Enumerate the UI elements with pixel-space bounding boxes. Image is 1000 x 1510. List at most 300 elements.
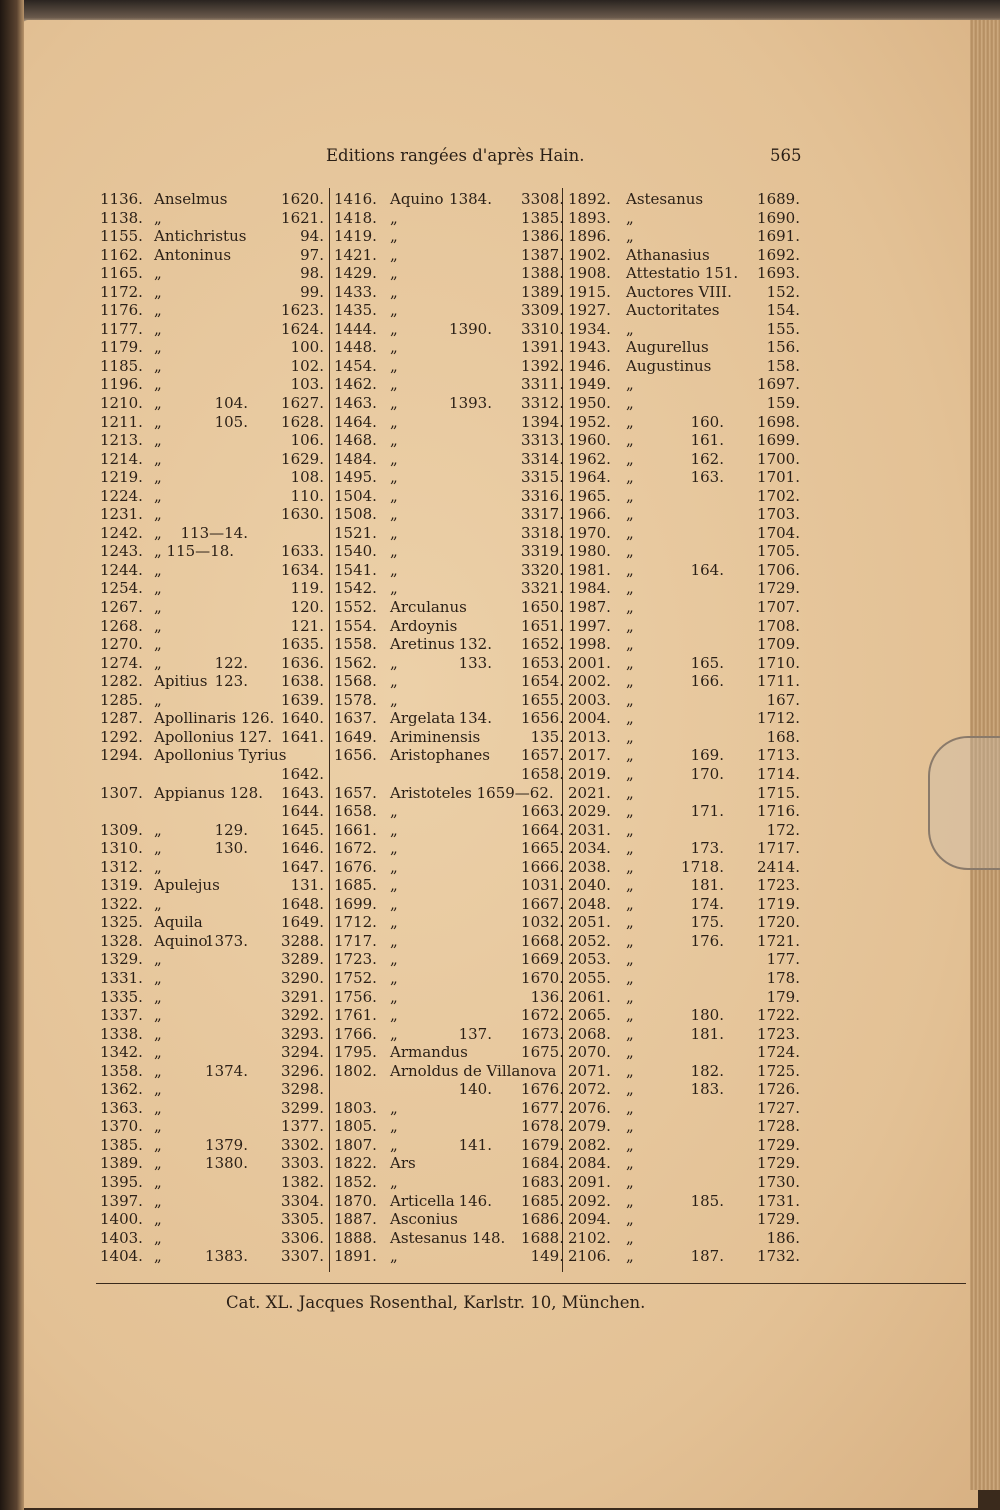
index-entry [568,784,800,803]
entry-ref-final: 1656. [521,709,564,728]
entry-name: „ [390,208,398,227]
index-entry [568,821,800,840]
page-title: Editions rangées d'après Hain. [326,146,585,165]
entry-number: 1254. [100,579,143,598]
entry-ref-final: 1703. [757,505,800,524]
entry-ref-final: 1685. [521,1191,564,1210]
entry-name: „ [390,375,398,394]
entry-name: „ [390,968,398,987]
entry-name: „ [390,820,398,839]
entry-number: 1484. [334,449,377,468]
index-entry [334,394,568,413]
entry-number: 1521. [334,523,377,542]
entry-name: „ [626,1228,634,1247]
entry-name: „ [154,375,162,394]
entry-number: 1960. [568,431,611,450]
entry-name: Aretinus [390,635,455,654]
entry-name: „ [626,505,634,524]
entry-number: 2106. [568,1247,611,1266]
index-entry [334,209,568,228]
entry-ref-final: 1729. [757,579,800,598]
entry-ref-final: 1657. [521,746,564,765]
index-entry [568,561,800,580]
entry-ref: 162. [690,449,724,468]
entry-ref: 130. [214,839,248,858]
entry-number: 1964. [568,468,611,487]
index-entry [334,821,568,840]
entry-number: 2072. [568,1080,611,1099]
entry-number: 1454. [334,356,377,375]
index-entry [334,413,568,432]
entry-name: „ [390,839,398,858]
entry-name: „ [626,560,634,579]
entry-name: „ [390,913,398,932]
index-entry [100,839,324,858]
entry-ref-final: 177. [766,950,800,969]
entry-ref-final: 1668. [521,931,564,950]
index-entry [100,1080,324,1099]
entry-name: „ [154,1191,162,1210]
entry-name: „ [626,764,634,783]
index-entry [334,1062,568,1081]
index-entry [334,746,568,765]
entry-number: 1892. [568,190,611,208]
index-entry [568,375,800,394]
index-entry [100,932,324,951]
entry-name: „ [390,356,398,375]
entry-name: Arnoldus de Villanova [390,1061,557,1080]
entry-number: 1242. [100,523,143,542]
index-entry [100,988,324,1007]
entry-number: 1893. [568,208,611,227]
entry-number: 1943. [568,338,611,357]
entry-ref-final: 159. [766,394,800,413]
index-entry [100,1025,324,1044]
entry-number: 1363. [100,1098,143,1117]
index-entry [568,431,800,450]
index-entry [100,821,324,840]
index-entry [334,617,568,636]
entry-ref-final: 1643. [281,783,324,802]
index-entry [100,895,324,914]
index-entry [568,746,800,765]
entry-ref-final: 100. [290,338,324,357]
index-entry [334,1192,568,1211]
index-entry [568,1154,800,1173]
entry-ref-final: 1702. [757,486,800,505]
index-entry [100,1136,324,1155]
entry-name: „ [626,746,634,765]
entry-ref-final: 1684. [521,1154,564,1173]
entry-number: 2070. [568,1043,611,1062]
entry-ref-final: 3304. [281,1191,324,1210]
index-entry [334,1229,568,1248]
entry-ref-final: 1635. [281,635,324,654]
entry-ref-final: 1639. [281,690,324,709]
scan-top-band [0,0,1000,22]
entry-number: 1934. [568,319,611,338]
index-entry [334,1025,568,1044]
entry-ref: 164. [690,560,724,579]
entry-number: 1385. [100,1135,143,1154]
entry-ref-final: 1723. [757,1024,800,1043]
entry-name: „ [626,727,634,746]
entry-ref-final: 1638. [281,672,324,691]
index-entry [568,765,800,784]
entry-number: 1558. [334,635,377,654]
entry-name: „ [626,894,634,913]
entry-ref: 183. [690,1080,724,1099]
entry-name: „ [626,468,634,487]
index-entry [100,542,324,561]
entry-number: 1172. [100,282,143,301]
index-entry [568,1229,800,1248]
entry-number: 1136. [100,190,143,208]
entry-number: 1292. [100,727,143,746]
entry-number: 2082. [568,1135,611,1154]
entry-number: 1984. [568,579,611,598]
entry-name: „ [154,616,162,635]
entry-ref: 182. [690,1061,724,1080]
entry-name: „ [626,968,634,987]
entry-ref: 170. [690,764,724,783]
index-entry [100,617,324,636]
entry-ref-final: 135. [530,727,564,746]
entry-ref-final: 1663. [521,802,564,821]
entry-number: 1429. [334,264,377,283]
entry-ref-final: 106. [290,431,324,450]
entry-ref-final: 1652. [521,635,564,654]
index-entry [100,1099,324,1118]
index-entry [100,672,324,691]
index-entry [100,413,324,432]
index-entry [568,1210,800,1229]
entry-number: 1185. [100,356,143,375]
entry-name: „ [154,523,162,542]
entry-name: „ [626,857,634,876]
entry-number: 1338. [100,1024,143,1043]
index-entry [568,1136,800,1155]
entry-number: 2052. [568,931,611,950]
entry-name: „ [154,1210,162,1229]
entry-ref-final: 1645. [281,820,324,839]
entry-ref-final: 3310. [521,319,564,338]
entry-number: 1717. [334,931,377,950]
entry-ref-final: 168. [766,727,800,746]
entry-ref-final: 1675. [521,1043,564,1062]
entry-name: „ 115—18. [154,542,235,561]
entry-ref-final: 1032. [521,913,564,932]
entry-number: 1540. [334,542,377,561]
index-entry [334,672,568,691]
entry-ref: 146. [458,1191,492,1210]
entry-number: 1329. [100,950,143,969]
entry-ref: 1383. [205,1247,248,1266]
entry-name: „ [626,449,634,468]
entry-number: 1672. [334,839,377,858]
entry-name: „ [154,820,162,839]
entry-number: 1463. [334,394,377,413]
entry-name: „ [626,1210,634,1229]
entry-name: „ [154,282,162,301]
index-entry [100,375,324,394]
entry-ref-final: 1387. [521,245,564,264]
entry-name: „ [154,412,162,431]
entry-ref-final: 1683. [521,1172,564,1191]
entry-name: „ [390,468,398,487]
entry-ref-final: 3321. [521,579,564,598]
entry-number: 1852. [334,1172,377,1191]
entry-number: 1421. [334,245,377,264]
entry-ref-final: 1651. [521,616,564,635]
entry-name: Astesanus [626,190,704,208]
index-column-3 [568,190,800,1266]
entry-number: 1287. [100,709,143,728]
entry-ref-final: 1720. [757,913,800,932]
entry-name: „ [626,913,634,932]
index-entry [334,784,568,803]
index-entry [568,246,800,265]
entry-name: „ [390,264,398,283]
entry-number: 1542. [334,579,377,598]
index-entry [334,561,568,580]
entry-number: 1552. [334,598,377,617]
entry-name: „ [154,338,162,357]
entry-number: 1231. [100,505,143,524]
entry-number: 1403. [100,1228,143,1247]
entry-number: 1462. [334,375,377,394]
entry-number: 1541. [334,560,377,579]
entry-name: Ardoynis [390,616,458,635]
entry-ref-final: 3289. [281,950,324,969]
entry-name: „ [390,301,398,320]
entry-ref-final: 3319. [521,542,564,561]
entry-ref-final: 1724. [757,1043,800,1062]
entry-ref: 137. [458,1024,492,1043]
entry-name: „ [390,505,398,524]
entry-ref: 173. [690,839,724,858]
entry-ref-final: 1723. [757,876,800,895]
entry-ref-final: 1633. [281,542,324,561]
entry-ref: 1390. [449,319,492,338]
entry-name: Appianus 128. [154,783,263,802]
entry-ref-final: 3294. [281,1043,324,1062]
entry-number: 1649. [334,727,377,746]
entry-name: „ [390,876,398,895]
entry-number: 1998. [568,635,611,654]
entry-name: „ [154,1043,162,1062]
entry-number: 1908. [568,264,611,283]
entry-number: 1270. [100,635,143,654]
entry-ref-final: 1708. [757,616,800,635]
index-entry [100,450,324,469]
book-spine [0,0,24,1510]
entry-ref-final: 136. [530,987,564,1006]
entry-name: Aristophanes [390,746,490,765]
entry-name: Augustinus [626,356,712,375]
entry-ref-final: 1377. [281,1117,324,1136]
entry-number: 2065. [568,1006,611,1025]
index-entry [334,450,568,469]
entry-number: 1562. [334,653,377,672]
index-entry [568,728,800,747]
entry-ref-final: 1729. [757,1154,800,1173]
entry-name: „ [390,1172,398,1191]
entry-number: 1970. [568,523,611,542]
entry-number: 1987. [568,598,611,617]
index-entry [334,1210,568,1229]
index-entry [100,264,324,283]
entry-ref-final: 172. [766,820,800,839]
entry-ref-final: 1630. [281,505,324,524]
entry-ref-final: 1624. [281,319,324,338]
entry-name: „ [154,1154,162,1173]
entry-name: „ [626,690,634,709]
entry-number: 1244. [100,560,143,579]
entry-ref-final: 1394. [521,412,564,431]
index-entry [334,598,568,617]
index-entry [100,913,324,932]
entry-number: 1310. [100,839,143,858]
index-entry [568,876,800,895]
entry-name: „ [390,245,398,264]
entry-ref-final: 1629. [281,449,324,468]
entry-name: „ [154,301,162,320]
entry-name: „ [390,431,398,450]
entry-ref-final: 1714. [757,764,800,783]
entry-number: 2051. [568,913,611,932]
entry-ref-final: 1732. [757,1247,800,1266]
entry-ref-final: 1664. [521,820,564,839]
entry-name: „ [626,1247,634,1266]
index-entry [568,988,800,1007]
index-entry [334,468,568,487]
entry-name: „ [626,635,634,654]
entry-number: 1712. [334,913,377,932]
index-entry [334,1117,568,1136]
entry-name: Asconius [390,1210,458,1229]
entry-ref-final: 102. [290,356,324,375]
entry-number: 1915. [568,282,611,301]
entry-name: „ [626,1098,634,1117]
entry-ref-final: 3303. [281,1154,324,1173]
entry-name: „ [390,338,398,357]
entry-name: „ [390,931,398,950]
entry-ref-final: 3306. [281,1228,324,1247]
index-entry [568,338,800,357]
index-entry [100,487,324,506]
entry-name: Ars [390,1154,416,1173]
index-entry [568,1192,800,1211]
index-entry [568,617,800,636]
entry-ref-final: 1653. [521,653,564,672]
entry-ref-final: 1627. [281,394,324,413]
entry-ref: 1393. [449,394,492,413]
page-header [0,146,1000,170]
entry-number: 1508. [334,505,377,524]
index-entry [334,765,568,784]
entry-ref-final: 119. [290,579,324,598]
entry-name: Aquino [154,931,208,950]
entry-number: 1331. [100,968,143,987]
entry-ref-final: 1644. [281,802,324,821]
entry-ref-final: 1647. [281,857,324,876]
index-entry [568,672,800,691]
index-entry [334,969,568,988]
entry-name: „ [390,1117,398,1136]
entry-name: „ [154,1172,162,1191]
entry-ref-final: 1388. [521,264,564,283]
index-entry [334,542,568,561]
entry-ref-final: 3288. [281,931,324,950]
entry-number: 1362. [100,1080,143,1099]
entry-name: „ [626,319,634,338]
entry-ref-final: 1690. [757,208,800,227]
entry-name: „ [390,412,398,431]
entry-number: 1637. [334,709,377,728]
index-entry [334,301,568,320]
entry-name: „ [626,1191,634,1210]
entry-name: „ [154,690,162,709]
index-entry [100,635,324,654]
entry-ref-final: 3318. [521,523,564,542]
entry-ref-final: 1709. [757,635,800,654]
entry-ref-final: 1705. [757,542,800,561]
index-entry [100,561,324,580]
index-entry [100,691,324,710]
entry-number: 1950. [568,394,611,413]
entry-number: 1319. [100,876,143,895]
index-tab [928,736,1000,870]
index-entry [334,487,568,506]
index-entry [568,413,800,432]
entry-ref-final: 1716. [757,802,800,821]
index-entry [568,858,800,877]
entry-ref-final: 1715. [757,783,800,802]
entry-number: 1468. [334,431,377,450]
entry-name: „ [390,987,398,1006]
entry-ref-final: 1727. [757,1098,800,1117]
entry-name: „ [626,579,634,598]
entry-number: 2040. [568,876,611,895]
entry-number: 2004. [568,709,611,728]
entry-name: „ [154,1080,162,1099]
entry-ref-final: 1391. [521,338,564,357]
index-entry [568,895,800,914]
entry-ref: 174. [690,894,724,913]
index-entry [568,542,800,561]
entry-number: 1418. [334,208,377,227]
entry-number: 1210. [100,394,143,413]
entry-number: 1274. [100,653,143,672]
entry-name: „ [626,1043,634,1062]
column-rule [329,188,330,1272]
entry-ref-final: 1636. [281,653,324,672]
entry-number: 2094. [568,1210,611,1229]
entry-ref-final: 1719. [757,894,800,913]
entry-number: 1419. [334,227,377,246]
entry-ref-final: 1641. [281,727,324,746]
entry-ref-final: 3291. [281,987,324,1006]
entry-ref-final: 1717. [757,839,800,858]
entry-name: „ [626,653,634,672]
entry-number: 1962. [568,449,611,468]
entry-ref-final: 3320. [521,560,564,579]
entry-number: 1464. [334,412,377,431]
entry-name: „ [390,1098,398,1117]
entry-number: 1400. [100,1210,143,1229]
entry-name: „ [154,1247,162,1266]
